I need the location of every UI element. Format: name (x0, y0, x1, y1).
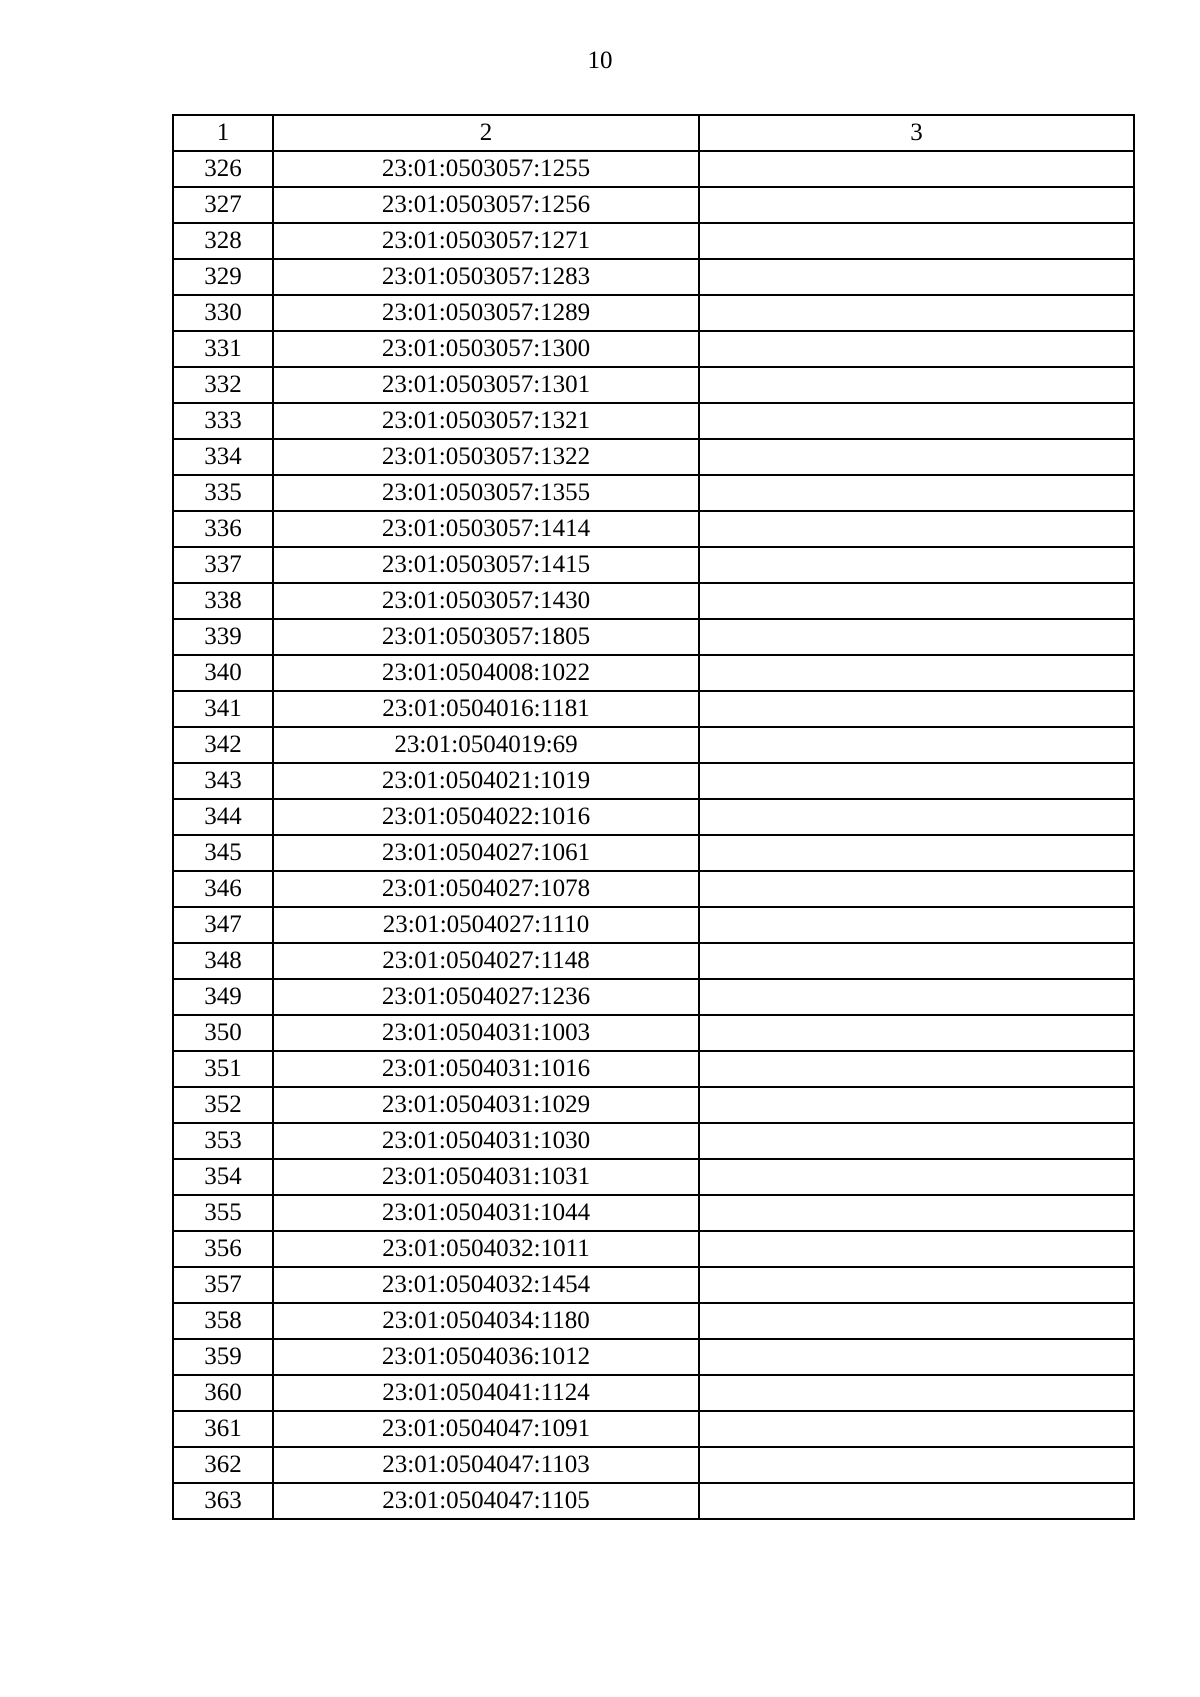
row-index-cell: 357 (173, 1267, 273, 1303)
notes-cell (699, 511, 1134, 547)
notes-cell (699, 1339, 1134, 1375)
cadastral-number-cell: 23:01:0503057:1414 (273, 511, 699, 547)
notes-cell (699, 799, 1134, 835)
row-index-cell: 333 (173, 403, 273, 439)
row-index-cell: 330 (173, 295, 273, 331)
row-index-cell: 327 (173, 187, 273, 223)
row-index-cell: 362 (173, 1447, 273, 1483)
cadastral-number-cell: 23:01:0503057:1256 (273, 187, 699, 223)
row-index-cell: 358 (173, 1303, 273, 1339)
notes-cell (699, 619, 1134, 655)
notes-cell (699, 439, 1134, 475)
notes-cell (699, 1195, 1134, 1231)
row-index-cell: 326 (173, 151, 273, 187)
table-row (173, 1123, 1134, 1159)
cadastral-number-cell: 23:01:0504027:1148 (273, 943, 699, 979)
row-index-cell: 346 (173, 871, 273, 907)
table-row (173, 691, 1134, 727)
row-index-cell: 329 (173, 259, 273, 295)
table-row (173, 1447, 1134, 1483)
cadastral-number-cell: 23:01:0503057:1255 (273, 151, 699, 187)
table-row (173, 583, 1134, 619)
notes-cell (699, 403, 1134, 439)
row-index-cell: 355 (173, 1195, 273, 1231)
row-index-cell: 363 (173, 1483, 273, 1519)
row-index-cell: 349 (173, 979, 273, 1015)
cadastral-number-cell: 23:01:0503057:1301 (273, 367, 699, 403)
table-row (173, 727, 1134, 763)
cadastral-number-cell: 23:01:0504019:69 (273, 727, 699, 763)
cadastral-number-cell: 23:01:0504016:1181 (273, 691, 699, 727)
notes-cell (699, 835, 1134, 871)
cadastral-number-cell: 23:01:0504021:1019 (273, 763, 699, 799)
row-index-cell: 350 (173, 1015, 273, 1051)
cadastral-number-table (172, 114, 1135, 1520)
cadastral-number-cell: 23:01:0504036:1012 (273, 1339, 699, 1375)
notes-cell (699, 367, 1134, 403)
table-row (173, 331, 1134, 367)
table-row (173, 187, 1134, 223)
notes-cell (699, 763, 1134, 799)
row-index-cell: 342 (173, 727, 273, 763)
row-index-cell: 340 (173, 655, 273, 691)
row-index-cell: 334 (173, 439, 273, 475)
row-index-cell: 338 (173, 583, 273, 619)
row-index-cell: 332 (173, 367, 273, 403)
cadastral-number-cell: 23:01:0503057:1430 (273, 583, 699, 619)
notes-cell (699, 223, 1134, 259)
row-index-cell: 347 (173, 907, 273, 943)
cadastral-number-cell: 23:01:0504047:1105 (273, 1483, 699, 1519)
table-row (173, 1267, 1134, 1303)
notes-cell (699, 1051, 1134, 1087)
row-index-cell: 351 (173, 1051, 273, 1087)
table-row (173, 367, 1134, 403)
column-header-index: 1 (173, 115, 273, 151)
cadastral-number-cell: 23:01:0504047:1103 (273, 1447, 699, 1483)
table-row (173, 871, 1134, 907)
table-row (173, 1159, 1134, 1195)
cadastral-number-cell: 23:01:0503057:1321 (273, 403, 699, 439)
notes-cell (699, 1159, 1134, 1195)
notes-cell (699, 1087, 1134, 1123)
row-index-cell: 335 (173, 475, 273, 511)
table-row (173, 475, 1134, 511)
table-row (173, 799, 1134, 835)
notes-cell (699, 943, 1134, 979)
notes-cell (699, 259, 1134, 295)
table-header-row (173, 115, 1134, 151)
notes-cell (699, 727, 1134, 763)
cadastral-number-cell: 23:01:0504032:1011 (273, 1231, 699, 1267)
table-row (173, 1015, 1134, 1051)
notes-cell (699, 1231, 1134, 1267)
table-row (173, 619, 1134, 655)
row-index-cell: 336 (173, 511, 273, 547)
notes-cell (699, 1447, 1134, 1483)
row-index-cell: 345 (173, 835, 273, 871)
notes-cell (699, 1411, 1134, 1447)
row-index-cell: 354 (173, 1159, 273, 1195)
table-row (173, 547, 1134, 583)
row-index-cell: 341 (173, 691, 273, 727)
column-header-notes: 3 (699, 115, 1134, 151)
notes-cell (699, 475, 1134, 511)
cadastral-number-cell: 23:01:0504031:1016 (273, 1051, 699, 1087)
cadastral-number-cell: 23:01:0504031:1030 (273, 1123, 699, 1159)
row-index-cell: 360 (173, 1375, 273, 1411)
row-index-cell: 348 (173, 943, 273, 979)
row-index-cell: 328 (173, 223, 273, 259)
table-row (173, 151, 1134, 187)
table-row (173, 259, 1134, 295)
table-row (173, 439, 1134, 475)
notes-cell (699, 583, 1134, 619)
notes-cell (699, 655, 1134, 691)
table-row (173, 907, 1134, 943)
cadastral-number-cell: 23:01:0503057:1283 (273, 259, 699, 295)
notes-cell (699, 1483, 1134, 1519)
cadastral-number-cell: 23:01:0503057:1322 (273, 439, 699, 475)
notes-cell (699, 1375, 1134, 1411)
table-row (173, 1231, 1134, 1267)
cadastral-number-cell: 23:01:0504032:1454 (273, 1267, 699, 1303)
row-index-cell: 352 (173, 1087, 273, 1123)
row-index-cell: 337 (173, 547, 273, 583)
notes-cell (699, 1303, 1134, 1339)
table-row (173, 1051, 1134, 1087)
table-row (173, 223, 1134, 259)
cadastral-number-cell: 23:01:0504034:1180 (273, 1303, 699, 1339)
cadastral-number-cell: 23:01:0503057:1355 (273, 475, 699, 511)
cadastral-number-cell: 23:01:0504031:1031 (273, 1159, 699, 1195)
notes-cell (699, 907, 1134, 943)
table-row (173, 1195, 1134, 1231)
cadastral-number-cell: 23:01:0504027:1236 (273, 979, 699, 1015)
cadastral-number-cell: 23:01:0503057:1415 (273, 547, 699, 583)
table-body (173, 115, 1134, 1519)
cadastral-number-cell: 23:01:0504047:1091 (273, 1411, 699, 1447)
cadastral-number-cell: 23:01:0504031:1029 (273, 1087, 699, 1123)
table-row (173, 943, 1134, 979)
notes-cell (699, 1123, 1134, 1159)
table-row (173, 403, 1134, 439)
table-row (173, 979, 1134, 1015)
row-index-cell: 353 (173, 1123, 273, 1159)
table-row (173, 1411, 1134, 1447)
notes-cell (699, 691, 1134, 727)
cadastral-number-cell: 23:01:0504008:1022 (273, 655, 699, 691)
cadastral-number-cell: 23:01:0504022:1016 (273, 799, 699, 835)
table-row (173, 1375, 1134, 1411)
row-index-cell: 361 (173, 1411, 273, 1447)
cadastral-number-cell: 23:01:0504031:1044 (273, 1195, 699, 1231)
notes-cell (699, 979, 1134, 1015)
notes-cell (699, 871, 1134, 907)
row-index-cell: 331 (173, 331, 273, 367)
cadastral-number-cell: 23:01:0503057:1300 (273, 331, 699, 367)
page-number: 10 (587, 47, 613, 74)
row-index-cell: 356 (173, 1231, 273, 1267)
cadastral-number-cell: 23:01:0503057:1805 (273, 619, 699, 655)
table-row (173, 511, 1134, 547)
cadastral-number-cell: 23:01:0503057:1289 (273, 295, 699, 331)
cadastral-number-cell: 23:01:0504027:1061 (273, 835, 699, 871)
notes-cell (699, 187, 1134, 223)
table-row (173, 1339, 1134, 1375)
cadastral-number-cell: 23:01:0504041:1124 (273, 1375, 699, 1411)
table-row (173, 295, 1134, 331)
table-row (173, 655, 1134, 691)
column-header-cadastral-number: 2 (273, 115, 699, 151)
cadastral-number-cell: 23:01:0504027:1110 (273, 907, 699, 943)
row-index-cell: 343 (173, 763, 273, 799)
table-row (173, 1483, 1134, 1519)
table-row (173, 835, 1134, 871)
table-row (173, 1303, 1134, 1339)
table-row (173, 763, 1134, 799)
notes-cell (699, 547, 1134, 583)
row-index-cell: 339 (173, 619, 273, 655)
cadastral-number-cell: 23:01:0504027:1078 (273, 871, 699, 907)
notes-cell (699, 295, 1134, 331)
row-index-cell: 359 (173, 1339, 273, 1375)
cadastral-number-cell: 23:01:0503057:1271 (273, 223, 699, 259)
notes-cell (699, 151, 1134, 187)
notes-cell (699, 331, 1134, 367)
notes-cell (699, 1267, 1134, 1303)
cadastral-number-cell: 23:01:0504031:1003 (273, 1015, 699, 1051)
notes-cell (699, 1015, 1134, 1051)
table-row (173, 1087, 1134, 1123)
row-index-cell: 344 (173, 799, 273, 835)
